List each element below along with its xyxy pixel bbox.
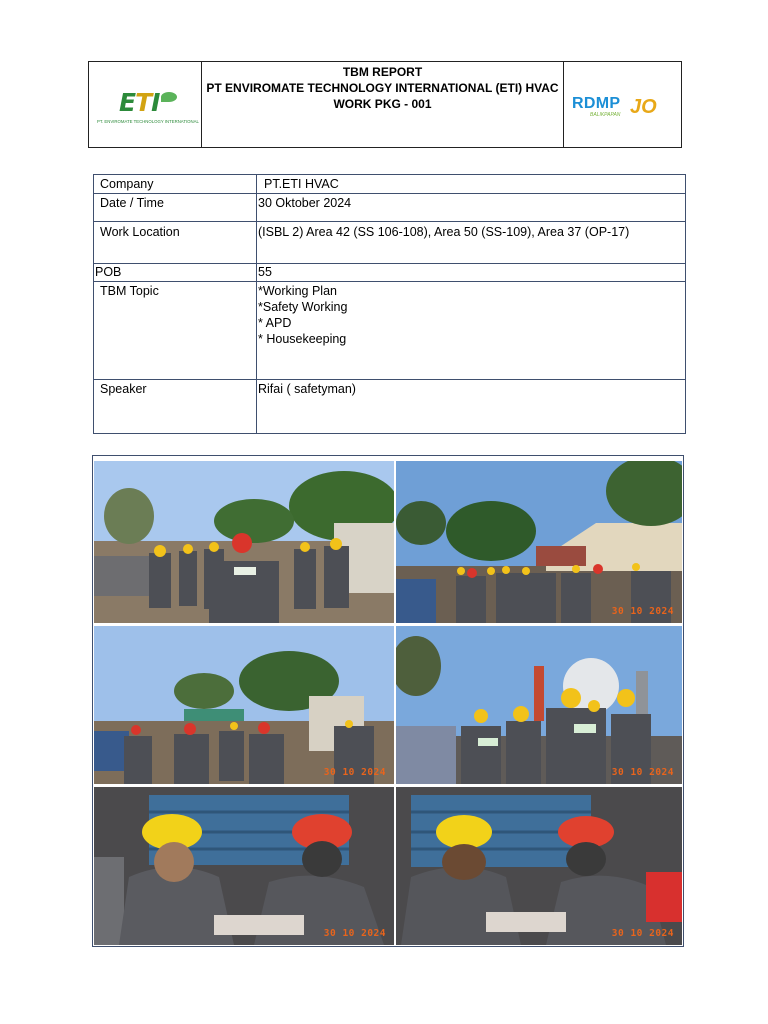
datetime-label: Date / Time xyxy=(100,196,164,210)
leaf-icon xyxy=(161,92,177,102)
row-speaker xyxy=(94,379,685,434)
rdmp-logo-suffix: JO xyxy=(630,96,657,118)
rdmp-logo-sub: BALIKPAPAN xyxy=(590,112,621,118)
location-label: Work Location xyxy=(100,225,180,239)
row-pob xyxy=(94,263,685,282)
topic-list xyxy=(258,283,347,347)
row-topic xyxy=(94,281,685,380)
tbm-info-table xyxy=(93,174,686,434)
topic-label: TBM Topic xyxy=(100,284,159,298)
photo-date-stamp: 30 10 2024 xyxy=(611,606,674,617)
photo-date-stamp: 30 10 2024 xyxy=(323,928,386,939)
report-title xyxy=(202,62,564,147)
speaker-value: Rifai ( safetyman) xyxy=(258,382,356,396)
row-datetime xyxy=(94,193,685,222)
eti-logo xyxy=(89,62,202,147)
photo-briefing-2 xyxy=(396,461,682,623)
title-line-3: WORK PKG - 001 xyxy=(333,97,432,111)
photo-date-stamp: 30 10 2024 xyxy=(611,928,674,939)
photo-grid xyxy=(92,455,684,947)
rdmp-logo-mark: RDMP xyxy=(572,95,621,112)
eti-logo-mark: ETI xyxy=(119,88,160,117)
topic-item: *Safety Working xyxy=(258,300,348,314)
pob-label: POB xyxy=(95,265,122,279)
row-company xyxy=(94,175,685,193)
photo-briefing-4 xyxy=(396,626,682,784)
topic-item: *Working Plan xyxy=(258,284,337,298)
row-location xyxy=(94,221,685,264)
photo-blood-pressure-check-2 xyxy=(396,787,682,945)
photo-date-stamp: 30 10 2024 xyxy=(611,767,674,778)
eti-logo-subtitle: PT. ENVIROMATE TECHNOLOGY INTERNATIONAL xyxy=(97,119,199,124)
photo-briefing-3 xyxy=(94,626,394,784)
rdmp-logo xyxy=(564,62,681,147)
topic-item: * Housekeeping xyxy=(258,332,347,346)
datetime-value: 30 Oktober 2024 xyxy=(258,196,352,210)
pob-value: 55 xyxy=(258,265,272,279)
speaker-label: Speaker xyxy=(100,382,147,396)
location-value: (ISBL 2) Area 42 (SS 106-108), Area 50 (SS-109), Area 37 (OP-17) xyxy=(258,225,630,239)
title-line-1: TBM REPORT xyxy=(342,65,423,79)
topic-item: * APD xyxy=(258,316,292,330)
title-line-2: PT ENVIROMATE TECHNOLOGY INTERNATIONAL (ETI) HVAC xyxy=(206,81,559,95)
photo-blood-pressure-check-1 xyxy=(94,787,394,945)
photo-date-stamp: 30 10 2024 xyxy=(323,767,386,778)
company-label: Company xyxy=(100,177,154,191)
report-header xyxy=(88,61,682,148)
company-value: PT.ETI HVAC xyxy=(264,177,339,191)
photo-briefing-1 xyxy=(94,461,394,623)
